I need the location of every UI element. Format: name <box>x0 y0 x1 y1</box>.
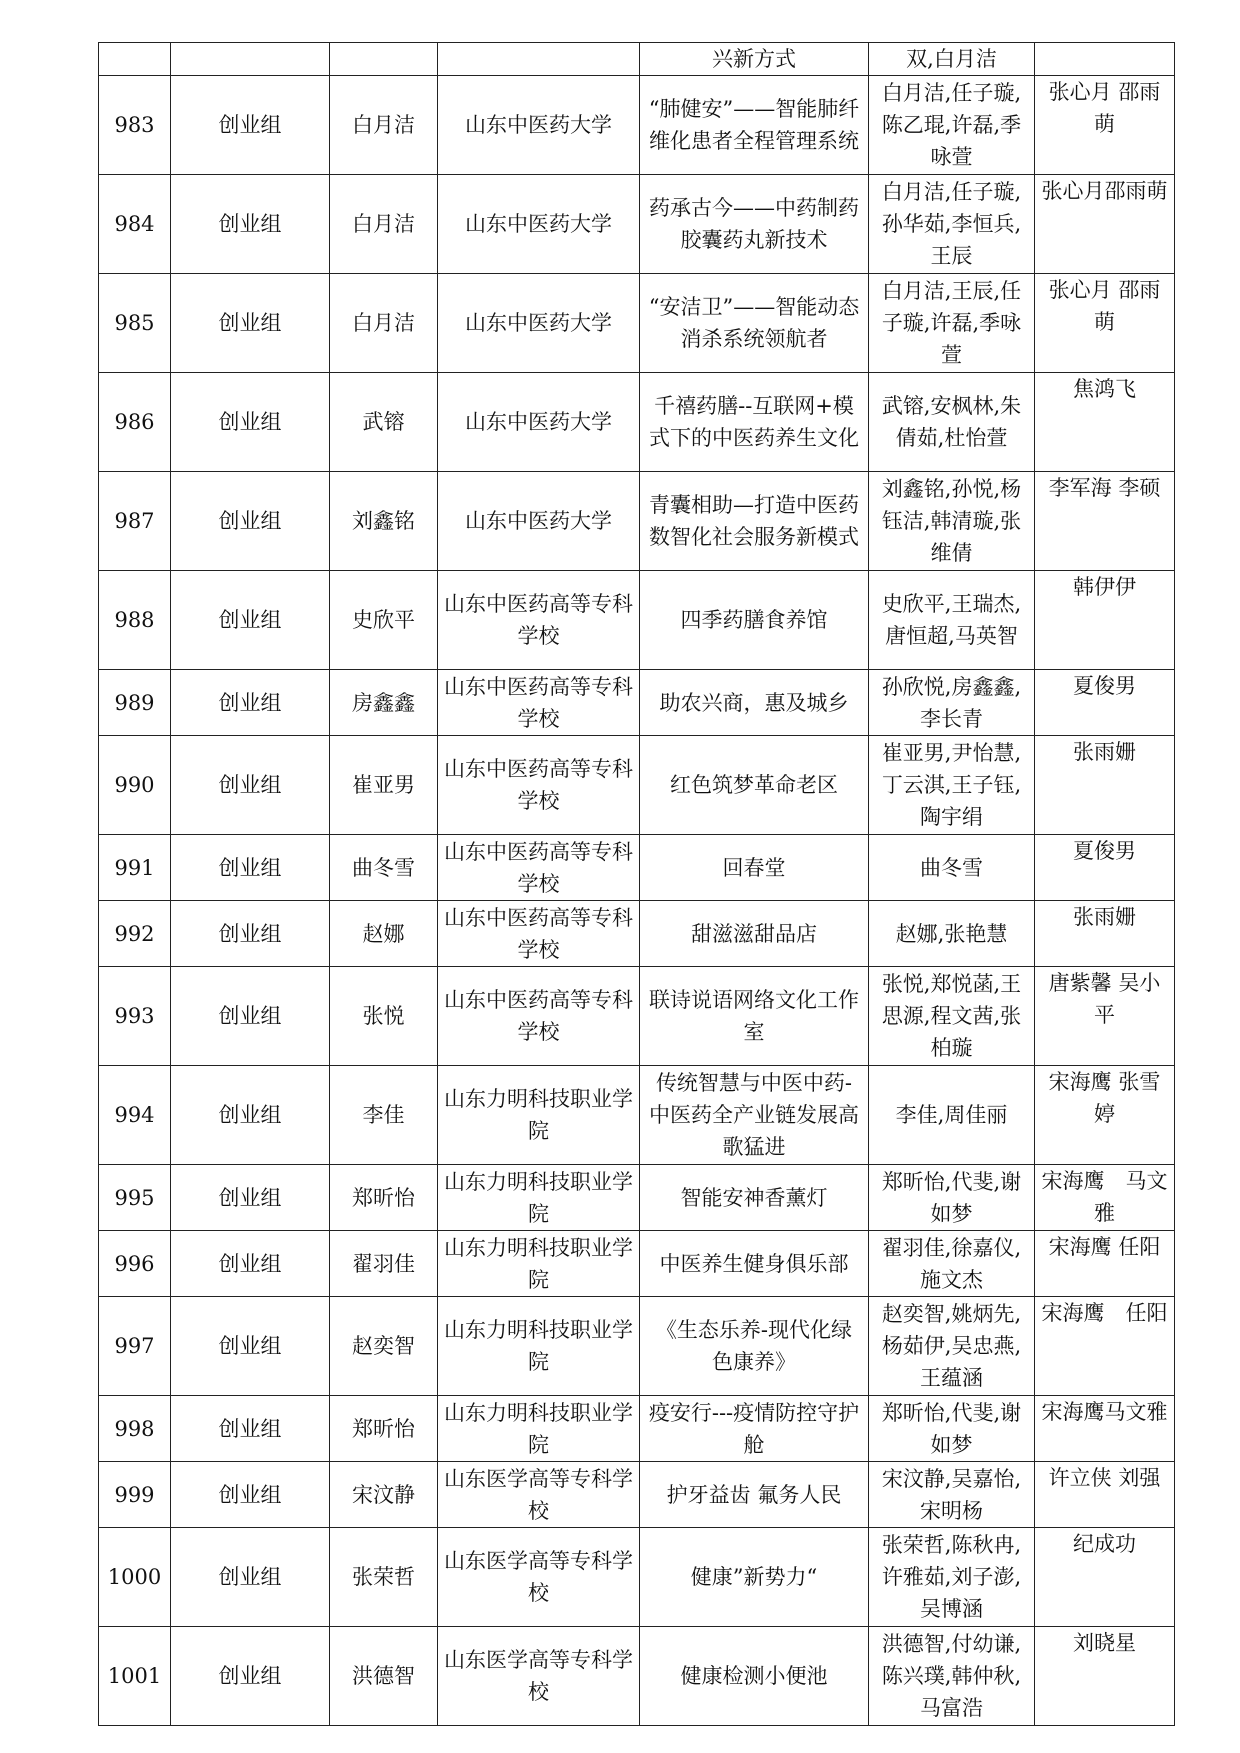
cell-school: 山东医学高等专科学校 <box>438 1462 640 1528</box>
cell-advisor: 刘晓星 <box>1035 1627 1175 1726</box>
cell-members: 宋汶静,吴嘉怡,宋明杨 <box>869 1462 1035 1528</box>
cell-project: 兴新方式 <box>640 43 869 76</box>
table-row <box>99 1462 1175 1528</box>
cell-no: 996 <box>99 1231 171 1297</box>
table-row-continuation <box>99 43 1175 76</box>
cell-leader: 郑昕怡 <box>330 1396 438 1462</box>
cell-group: 创业组 <box>171 1528 330 1627</box>
cell-advisor: 张心月 邵雨萌 <box>1035 76 1175 175</box>
cell-project: 四季药膳食养馆 <box>640 571 869 670</box>
cell-no: 995 <box>99 1165 171 1231</box>
cell-leader: 武镕 <box>330 373 438 472</box>
cell-school: 山东力明科技职业学院 <box>438 1165 640 1231</box>
cell-group: 创业组 <box>171 274 330 373</box>
cell-project: 智能安神香薰灯 <box>640 1165 869 1231</box>
cell-advisor: 宋海鹰 马文雅 <box>1035 1165 1175 1231</box>
table-row <box>99 472 1175 571</box>
cell-advisor: 宋海鹰 张雪婷 <box>1035 1066 1175 1165</box>
cell-members: 张荣哲,陈秋冉,许雅茹,刘子澎,吴博涵 <box>869 1528 1035 1627</box>
cell-school: 山东力明科技职业学院 <box>438 1231 640 1297</box>
cell-group: 创业组 <box>171 1066 330 1165</box>
table-row <box>99 1066 1175 1165</box>
cell-advisor: 宋海鹰 任阳 <box>1035 1297 1175 1396</box>
cell-group: 创业组 <box>171 76 330 175</box>
cell-project: 疫安行---疫情防控守护舱 <box>640 1396 869 1462</box>
table-row <box>99 373 1175 472</box>
cell-members: 武镕,安枫林,朱倩茹,杜怡萱 <box>869 373 1035 472</box>
cell-group: 创业组 <box>171 472 330 571</box>
cell-no: 1000 <box>99 1528 171 1627</box>
table-row <box>99 967 1175 1066</box>
cell-group: 创业组 <box>171 1396 330 1462</box>
cell-school: 山东力明科技职业学院 <box>438 1297 640 1396</box>
cell-advisor: 宋海鹰马文雅 <box>1035 1396 1175 1462</box>
cell-advisor: 张雨姗 <box>1035 901 1175 967</box>
cell-members: 双,白月洁 <box>869 43 1035 76</box>
table-row <box>99 835 1175 901</box>
cell-no: 985 <box>99 274 171 373</box>
cell-group: 创业组 <box>171 1297 330 1396</box>
cell-school: 山东中医药大学 <box>438 175 640 274</box>
cell-no: 983 <box>99 76 171 175</box>
cell-members: 曲冬雪 <box>869 835 1035 901</box>
cell-no: 993 <box>99 967 171 1066</box>
table-row <box>99 1396 1175 1462</box>
cell-school: 山东中医药高等专科学校 <box>438 670 640 736</box>
cell-project: 健康检测小便池 <box>640 1627 869 1726</box>
cell-group: 创业组 <box>171 1627 330 1726</box>
cell-advisor <box>1035 43 1175 76</box>
cell-leader: 房鑫鑫 <box>330 670 438 736</box>
table-row <box>99 670 1175 736</box>
cell-advisor: 张心月 邵雨萌 <box>1035 274 1175 373</box>
cell-leader: 白月洁 <box>330 274 438 373</box>
cell-school: 山东力明科技职业学院 <box>438 1066 640 1165</box>
cell-leader: 张悦 <box>330 967 438 1066</box>
cell-project: 中医养生健身俱乐部 <box>640 1231 869 1297</box>
cell-project: 护牙益齿 氟务人民 <box>640 1462 869 1528</box>
cell-members: 张悦,郑悦菡,王思源,程文茜,张柏璇 <box>869 967 1035 1066</box>
table-body <box>99 43 1175 1726</box>
cell-no: 997 <box>99 1297 171 1396</box>
cell-project: 药承古今——中药制药胶囊药丸新技术 <box>640 175 869 274</box>
cell-leader: 崔亚男 <box>330 736 438 835</box>
cell-members: 赵娜,张艳慧 <box>869 901 1035 967</box>
cell-group: 创业组 <box>171 736 330 835</box>
cell-leader: 赵奕智 <box>330 1297 438 1396</box>
cell-members: 李佳,周佳丽 <box>869 1066 1035 1165</box>
competition-list-table <box>98 42 1175 1726</box>
cell-group: 创业组 <box>171 1165 330 1231</box>
table-row <box>99 76 1175 175</box>
cell-advisor: 纪成功 <box>1035 1528 1175 1627</box>
cell-no: 991 <box>99 835 171 901</box>
cell-group: 创业组 <box>171 175 330 274</box>
table-row <box>99 1528 1175 1627</box>
cell-advisor: 张雨姗 <box>1035 736 1175 835</box>
table-row <box>99 1627 1175 1726</box>
cell-advisor: 夏俊男 <box>1035 835 1175 901</box>
cell-members: 郑昕怡,代斐,谢如梦 <box>869 1396 1035 1462</box>
cell-project: 红色筑梦革命老区 <box>640 736 869 835</box>
cell-leader: 洪德智 <box>330 1627 438 1726</box>
cell-leader: 李佳 <box>330 1066 438 1165</box>
cell-school: 山东中医药大学 <box>438 472 640 571</box>
cell-no: 999 <box>99 1462 171 1528</box>
cell-school: 山东中医药大学 <box>438 76 640 175</box>
cell-advisor: 张心月邵雨萌 <box>1035 175 1175 274</box>
cell-school: 山东中医药大学 <box>438 274 640 373</box>
cell-advisor: 韩伊伊 <box>1035 571 1175 670</box>
cell-project: 传统智慧与中医中药-中医药全产业链发展高歌猛进 <box>640 1066 869 1165</box>
cell-project: 联诗说语网络文化工作室 <box>640 967 869 1066</box>
cell-members: 史欣平,王瑞杰,唐恒超,马英智 <box>869 571 1035 670</box>
cell-no: 998 <box>99 1396 171 1462</box>
cell-school: 山东医学高等专科学校 <box>438 1627 640 1726</box>
cell-school: 山东中医药高等专科学校 <box>438 571 640 670</box>
cell-members: 崔亚男,尹怡慧,丁云淇,王子钰,陶宇绢 <box>869 736 1035 835</box>
cell-group: 创业组 <box>171 373 330 472</box>
cell-project: 《生态乐养-现代化绿色康养》 <box>640 1297 869 1396</box>
cell-project: 健康”新势力“ <box>640 1528 869 1627</box>
table-row <box>99 274 1175 373</box>
cell-members: 郑昕怡,代斐,谢如梦 <box>869 1165 1035 1231</box>
cell-no: 988 <box>99 571 171 670</box>
cell-group: 创业组 <box>171 571 330 670</box>
cell-school: 山东中医药高等专科学校 <box>438 967 640 1066</box>
table-row <box>99 1231 1175 1297</box>
cell-no <box>99 43 171 76</box>
cell-group <box>171 43 330 76</box>
cell-no: 992 <box>99 901 171 967</box>
cell-leader <box>330 43 438 76</box>
cell-leader: 宋汶静 <box>330 1462 438 1528</box>
cell-school: 山东医学高等专科学校 <box>438 1528 640 1627</box>
cell-members: 白月洁,王辰,任子璇,许磊,季咏萱 <box>869 274 1035 373</box>
cell-no: 986 <box>99 373 171 472</box>
cell-leader: 史欣平 <box>330 571 438 670</box>
table-row <box>99 736 1175 835</box>
cell-no: 990 <box>99 736 171 835</box>
cell-leader: 曲冬雪 <box>330 835 438 901</box>
table-row <box>99 571 1175 670</box>
cell-leader: 翟羽佳 <box>330 1231 438 1297</box>
cell-school: 山东中医药高等专科学校 <box>438 736 640 835</box>
cell-advisor: 唐紫馨 吴小平 <box>1035 967 1175 1066</box>
cell-advisor: 夏俊男 <box>1035 670 1175 736</box>
cell-advisor: 宋海鹰 任阳 <box>1035 1231 1175 1297</box>
cell-advisor: 许立侠 刘强 <box>1035 1462 1175 1528</box>
cell-school: 山东中医药高等专科学校 <box>438 901 640 967</box>
cell-leader: 赵娜 <box>330 901 438 967</box>
cell-no: 987 <box>99 472 171 571</box>
cell-members: 刘鑫铭,孙悦,杨钰洁,韩清璇,张维倩 <box>869 472 1035 571</box>
cell-group: 创业组 <box>171 670 330 736</box>
cell-school <box>438 43 640 76</box>
cell-group: 创业组 <box>171 835 330 901</box>
cell-members: 孙欣悦,房鑫鑫,李长青 <box>869 670 1035 736</box>
cell-project: 千禧药膳--互联网+模式下的中医药养生文化 <box>640 373 869 472</box>
cell-group: 创业组 <box>171 967 330 1066</box>
cell-project: 青囊相助—打造中医药数智化社会服务新模式 <box>640 472 869 571</box>
cell-project: “肺健安”——智能肺纤维化患者全程管理系统 <box>640 76 869 175</box>
cell-members: 洪德智,付幼谦,陈兴璞,韩仲秋,马富浩 <box>869 1627 1035 1726</box>
table-row <box>99 901 1175 967</box>
cell-no: 994 <box>99 1066 171 1165</box>
cell-no: 984 <box>99 175 171 274</box>
cell-members: 赵奕智,姚炳先,杨茹伊,吴忠燕,王蕴涵 <box>869 1297 1035 1396</box>
cell-leader: 刘鑫铭 <box>330 472 438 571</box>
cell-no: 1001 <box>99 1627 171 1726</box>
cell-members: 翟羽佳,徐嘉仪,施文杰 <box>869 1231 1035 1297</box>
cell-group: 创业组 <box>171 1462 330 1528</box>
cell-advisor: 李军海 李硕 <box>1035 472 1175 571</box>
cell-leader: 白月洁 <box>330 76 438 175</box>
cell-leader: 郑昕怡 <box>330 1165 438 1231</box>
cell-leader: 张荣哲 <box>330 1528 438 1627</box>
cell-advisor: 焦鸿飞 <box>1035 373 1175 472</box>
cell-members: 白月洁,任子璇,孙华茹,李恒兵,王辰 <box>869 175 1035 274</box>
cell-group: 创业组 <box>171 901 330 967</box>
cell-project: 回春堂 <box>640 835 869 901</box>
cell-project: 助农兴商，惠及城乡 <box>640 670 869 736</box>
table-row <box>99 175 1175 274</box>
cell-school: 山东中医药大学 <box>438 373 640 472</box>
cell-project: “安洁卫”——智能动态消杀系统领航者 <box>640 274 869 373</box>
table-row <box>99 1165 1175 1231</box>
cell-project: 甜滋滋甜品店 <box>640 901 869 967</box>
cell-members: 白月洁,任子璇,陈乙琨,许磊,季咏萱 <box>869 76 1035 175</box>
cell-school: 山东中医药高等专科学校 <box>438 835 640 901</box>
cell-school: 山东力明科技职业学院 <box>438 1396 640 1462</box>
table-row <box>99 1297 1175 1396</box>
cell-no: 989 <box>99 670 171 736</box>
cell-group: 创业组 <box>171 1231 330 1297</box>
cell-leader: 白月洁 <box>330 175 438 274</box>
